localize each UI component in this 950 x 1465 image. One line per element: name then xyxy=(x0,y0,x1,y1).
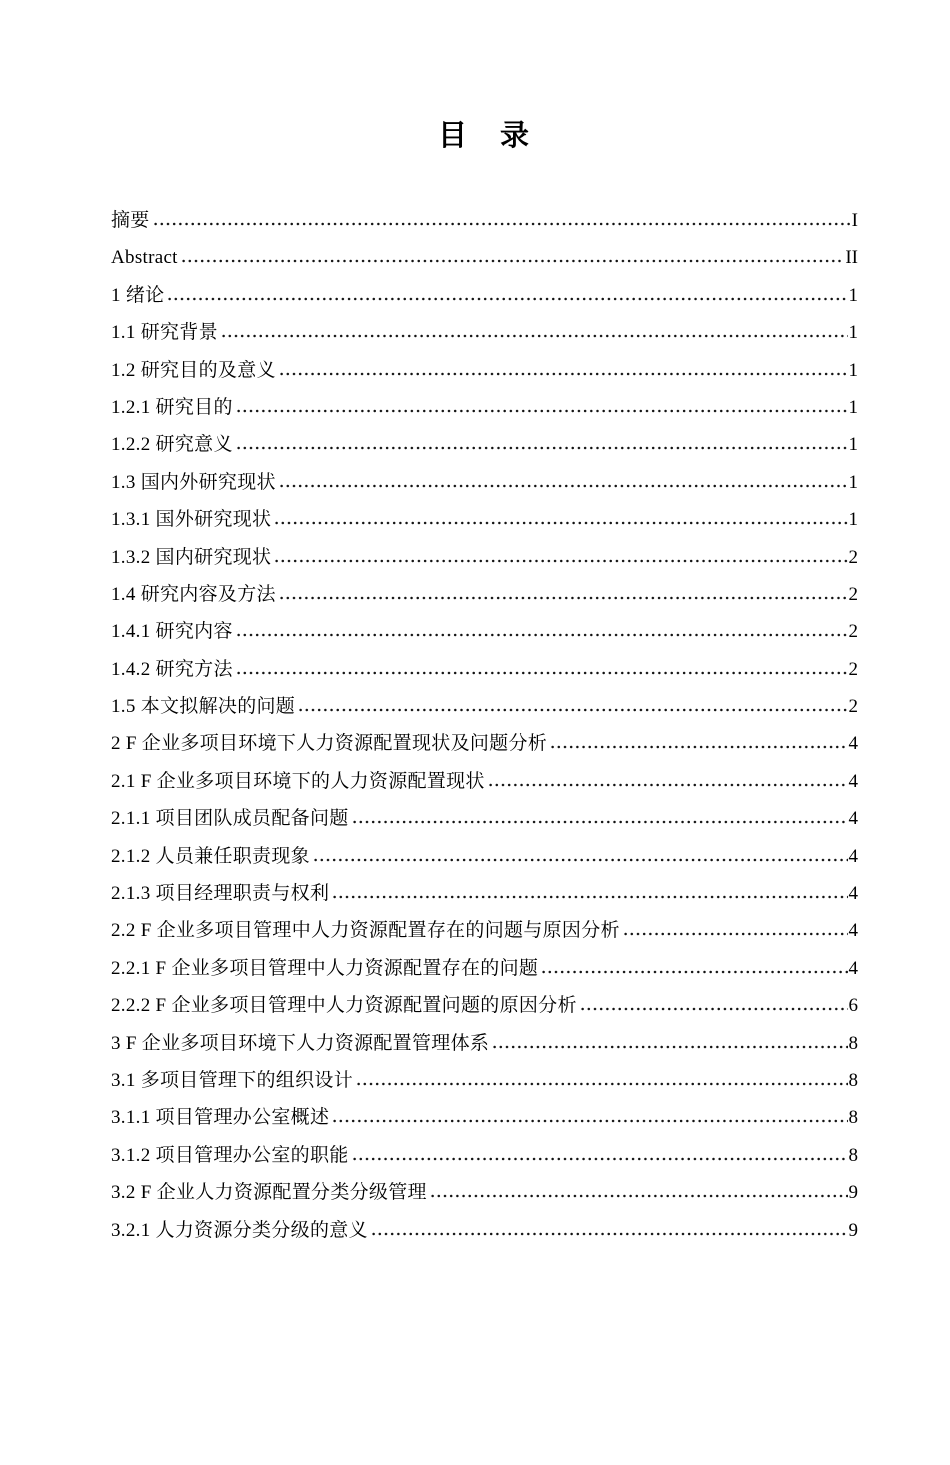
toc-entry[interactable] xyxy=(111,725,858,762)
toc-entry[interactable] xyxy=(111,501,858,538)
toc-entry-page[interactable]: 8 xyxy=(848,1032,858,1054)
toc-entry-label[interactable]: 1.2 研究目的及意义 xyxy=(111,359,276,381)
toc-entry[interactable] xyxy=(111,539,858,576)
toc-entry-page[interactable]: 4 xyxy=(848,845,858,867)
toc-entry-label[interactable]: 1.4.1 研究内容 xyxy=(111,621,233,643)
toc-entry-label[interactable]: 摘要 xyxy=(111,210,150,231)
toc-entry-label[interactable]: 1.4 研究内容及方法 xyxy=(111,583,276,605)
toc-entry-label[interactable]: 3.1.1 项目管理办公室概述 xyxy=(111,1107,330,1129)
toc-entry[interactable] xyxy=(111,1174,858,1211)
dot-leader xyxy=(333,1119,847,1123)
dot-leader xyxy=(280,484,848,488)
toc-entry-page[interactable]: 2 xyxy=(848,658,858,680)
toc-entry[interactable] xyxy=(111,426,858,463)
toc-entry-label[interactable]: Abstract xyxy=(111,247,178,269)
toc-entry[interactable] xyxy=(111,838,858,875)
toc-entry-page[interactable]: 6 xyxy=(848,995,858,1017)
dot-leader xyxy=(299,708,847,712)
toc-entry[interactable] xyxy=(111,576,858,613)
toc-entry[interactable] xyxy=(111,1137,858,1174)
toc-entry[interactable] xyxy=(111,389,858,426)
toc-entry-label[interactable]: 2.1 F 企业多项目环境下的人力资源配置现状 xyxy=(111,770,485,792)
toc-entry-label[interactable]: 3.2 F 企业人力资源配置分类分级管理 xyxy=(111,1182,427,1204)
toc-entry-label[interactable]: 3.1.2 项目管理办公室的职能 xyxy=(111,1144,349,1166)
toc-entry-label[interactable]: 2.2.1 F 企业多项目管理中人力资源配置存在的问题 xyxy=(111,957,539,979)
toc-entry-label[interactable]: 3 F 企业多项目环境下人力资源配置管理体系 xyxy=(111,1032,490,1054)
toc-entry[interactable] xyxy=(111,314,858,351)
dot-leader xyxy=(314,858,848,862)
dot-leader xyxy=(372,1232,848,1236)
toc-entry[interactable] xyxy=(111,1062,858,1099)
page-title: 目 录 xyxy=(437,120,531,152)
toc-entry[interactable] xyxy=(111,202,858,239)
dot-leader xyxy=(237,671,848,675)
toc-entry-page[interactable]: 1 xyxy=(848,322,858,344)
dot-leader xyxy=(222,334,848,338)
toc-entry-page[interactable]: 1 xyxy=(848,284,858,306)
toc-entry-label[interactable]: 1.5 本文拟解决的问题 xyxy=(111,696,296,718)
toc-entry-label[interactable]: 2.1.3 项目经理职责与权利 xyxy=(111,883,330,905)
toc-entry-label[interactable]: 3.1 多项目管理下的组织设计 xyxy=(111,1069,354,1091)
toc-entry-page[interactable]: 9 xyxy=(848,1182,858,1204)
dot-leader xyxy=(275,559,847,563)
dot-leader xyxy=(542,970,847,974)
dot-leader xyxy=(493,1045,847,1049)
toc-entry-page[interactable]: 4 xyxy=(848,770,858,792)
dot-leader xyxy=(168,297,847,301)
toc-entry-page[interactable]: 1 xyxy=(848,434,858,456)
toc-entry-page[interactable]: I xyxy=(851,210,858,231)
toc-entry-label[interactable]: 2.2 F 企业多项目管理中人力资源配置存在的问题与原因分析 xyxy=(111,920,620,942)
dot-leader xyxy=(237,446,848,450)
toc-entry-page[interactable]: 4 xyxy=(848,808,858,830)
dot-leader xyxy=(624,932,848,936)
document-page xyxy=(0,121,950,1465)
toc-entry[interactable] xyxy=(111,800,858,837)
toc-entry-page[interactable]: 8 xyxy=(848,1069,858,1091)
dot-leader xyxy=(357,1082,847,1086)
toc-entry[interactable] xyxy=(111,875,858,912)
dot-leader xyxy=(237,633,848,637)
toc-entry-label[interactable]: 1.2.2 研究意义 xyxy=(111,434,233,456)
toc-entry[interactable] xyxy=(111,688,858,725)
toc-entry-page[interactable]: 2 xyxy=(848,696,858,718)
toc-entry-label[interactable]: 2.2.2 F 企业多项目管理中人力资源配置问题的原因分析 xyxy=(111,995,577,1017)
toc-entry-page[interactable]: 2 xyxy=(848,621,858,643)
toc-entry-page[interactable]: 4 xyxy=(848,920,858,942)
toc-entry-label[interactable]: 1.1 研究背景 xyxy=(111,322,218,344)
dot-leader xyxy=(581,1007,848,1011)
toc-entry-page[interactable]: 1 xyxy=(848,359,858,381)
toc-entry[interactable] xyxy=(111,763,858,800)
toc-entry-page[interactable]: 1 xyxy=(848,509,858,531)
toc-entry-page[interactable]: 8 xyxy=(848,1144,858,1166)
toc-entry-page[interactable]: 2 xyxy=(848,546,858,568)
dot-leader xyxy=(280,372,848,376)
dot-leader xyxy=(182,259,845,263)
toc-entry-page[interactable]: 8 xyxy=(848,1107,858,1129)
dot-leader xyxy=(333,895,847,899)
dot-leader xyxy=(489,783,848,787)
dot-leader xyxy=(280,596,848,600)
toc-entry-label[interactable]: 1.4.2 研究方法 xyxy=(111,658,233,680)
toc-entry[interactable] xyxy=(111,651,858,688)
toc-entry-label[interactable]: 1 绪论 xyxy=(111,284,165,306)
toc-entry[interactable] xyxy=(111,987,858,1024)
toc-entry[interactable] xyxy=(111,277,858,314)
toc-entry-page[interactable]: 4 xyxy=(848,883,858,905)
toc-entry-page[interactable]: 1 xyxy=(848,471,858,493)
dot-leader xyxy=(353,1157,848,1161)
toc-entry-label[interactable]: 1.3.2 国内研究现状 xyxy=(111,546,272,568)
toc-entry[interactable] xyxy=(111,912,858,949)
toc-entry-label[interactable]: 1.3.1 国外研究现状 xyxy=(111,509,272,531)
toc-entry-label[interactable]: 2 F 企业多项目环境下人力资源配置现状及问题分析 xyxy=(111,733,548,755)
toc-entry[interactable] xyxy=(111,239,858,276)
toc-entry-page[interactable]: 9 xyxy=(848,1219,858,1241)
dot-leader xyxy=(551,745,847,749)
dot-leader xyxy=(154,222,851,226)
toc-entry[interactable] xyxy=(111,1025,858,1062)
toc-entry-page[interactable]: 4 xyxy=(848,957,858,979)
toc-entry-page[interactable]: 1 xyxy=(848,396,858,418)
toc-entry[interactable] xyxy=(111,613,858,650)
dot-leader xyxy=(275,521,847,525)
toc-entry[interactable] xyxy=(111,352,858,389)
toc-list xyxy=(111,202,858,1249)
toc-entry-label[interactable]: 3.2.1 人力资源分类分级的意义 xyxy=(111,1219,368,1241)
toc-entry[interactable] xyxy=(111,1212,858,1249)
toc-entry-label[interactable]: 2.1.2 人员兼任职责现象 xyxy=(111,845,310,867)
toc-entry-page[interactable]: II xyxy=(845,247,858,269)
toc-entry[interactable] xyxy=(111,1099,858,1136)
toc-entry-label[interactable]: 1.2.1 研究目的 xyxy=(111,396,233,418)
toc-entry[interactable] xyxy=(111,464,858,501)
toc-entry-page[interactable]: 2 xyxy=(848,583,858,605)
dot-leader xyxy=(237,409,848,413)
toc-entry[interactable] xyxy=(111,950,858,987)
toc-entry-page[interactable]: 4 xyxy=(848,733,858,755)
toc-entry-label[interactable]: 2.1.1 项目团队成员配备问题 xyxy=(111,808,349,830)
dot-leader xyxy=(353,820,848,824)
dot-leader xyxy=(431,1194,848,1198)
toc-entry-label[interactable]: 1.3 国内外研究现状 xyxy=(111,471,276,493)
